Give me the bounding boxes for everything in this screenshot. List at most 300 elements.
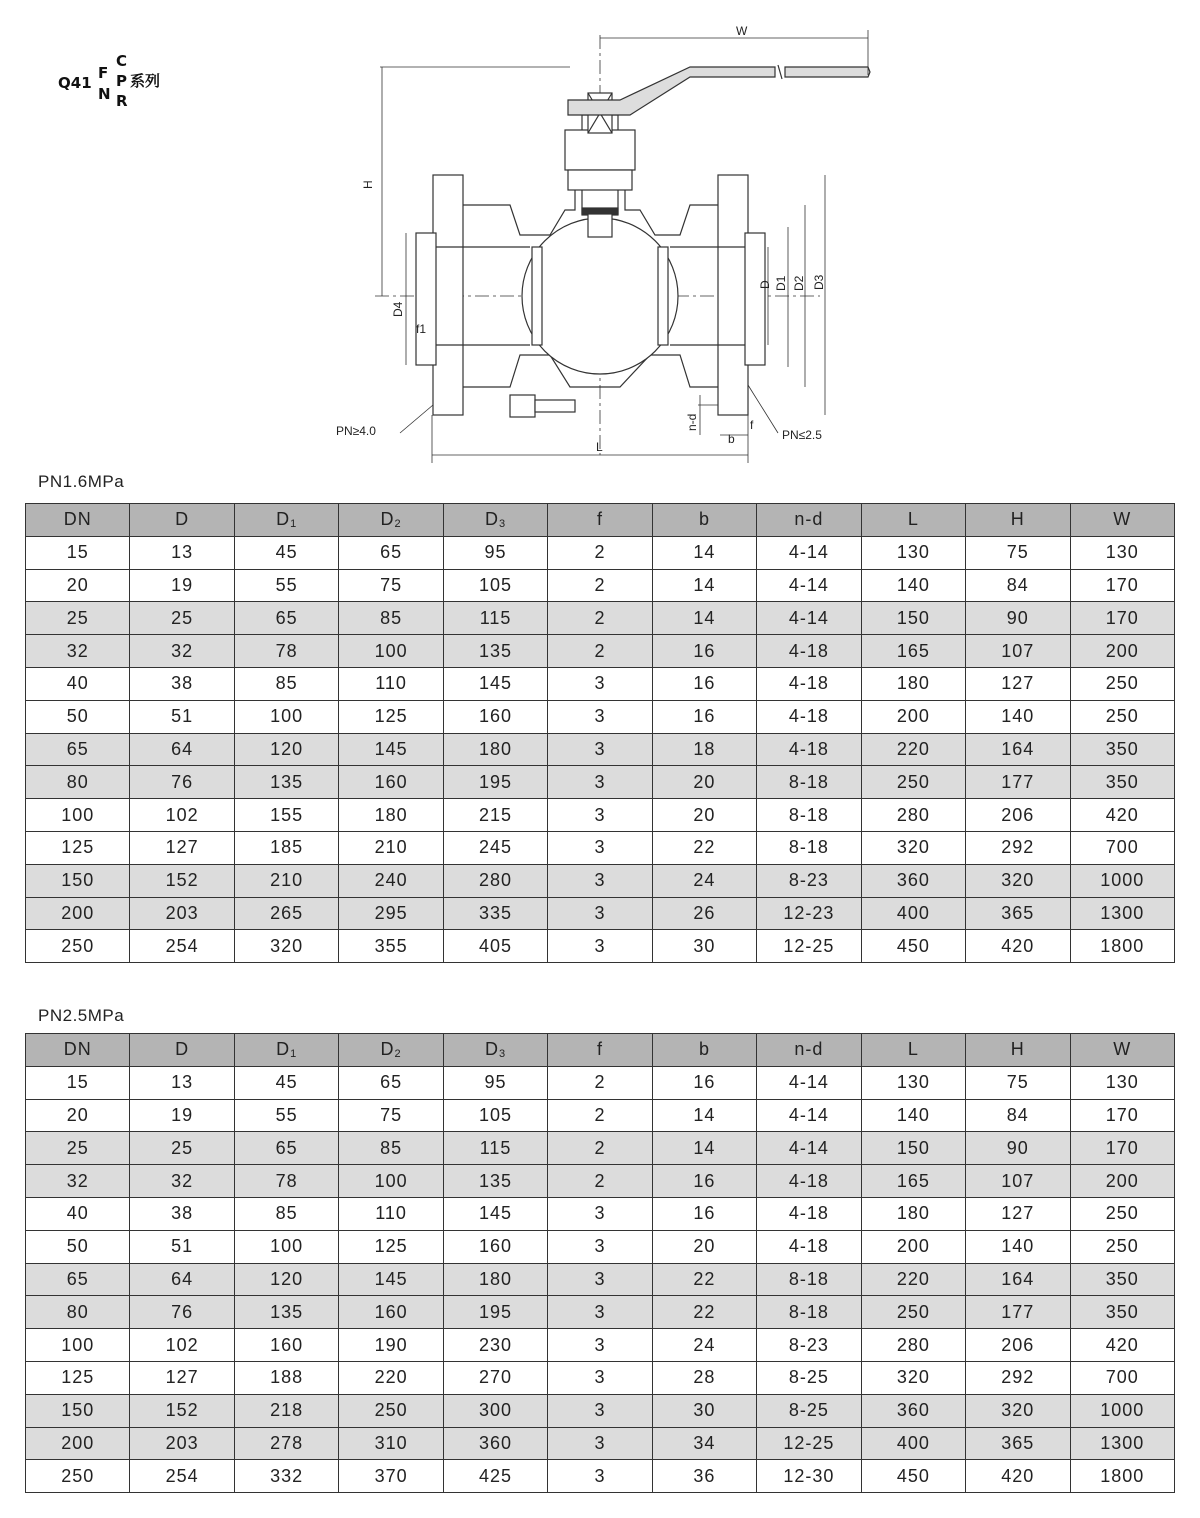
table-cell: 125 — [339, 700, 443, 733]
column-header — [339, 504, 443, 537]
column-header-main: D — [484, 1039, 499, 1060]
table-cell: 40 — [26, 667, 130, 700]
table-cell: 3 — [548, 766, 652, 799]
table-cell: 110 — [339, 667, 443, 700]
table-cell: 25 — [26, 1132, 130, 1165]
table-cell: 75 — [966, 1066, 1070, 1099]
table-cell: 170 — [1070, 1099, 1174, 1132]
table-cell: 65 — [26, 1263, 130, 1296]
label-pn-ge: PN≥4.0 — [336, 424, 376, 438]
table-cell: 125 — [26, 831, 130, 864]
column-header-main: W — [1113, 509, 1132, 530]
table-row — [26, 930, 1175, 963]
table-cell: 16 — [652, 635, 756, 668]
table-cell: 150 — [861, 602, 965, 635]
table-cell: 130 — [861, 1066, 965, 1099]
table-cell: 20 — [652, 1230, 756, 1263]
table-cell: 55 — [234, 569, 338, 602]
table-cell: 254 — [130, 1460, 234, 1493]
table-cell: 140 — [861, 569, 965, 602]
table-cell: 14 — [652, 602, 756, 635]
table-cell: 16 — [652, 1165, 756, 1198]
table-cell: 3 — [548, 667, 652, 700]
table-cell: 4-18 — [757, 1230, 861, 1263]
table-cell: 1300 — [1070, 897, 1174, 930]
table-cell: 278 — [234, 1427, 338, 1460]
table-cell: 32 — [130, 1165, 234, 1198]
table-cell: 16 — [652, 1066, 756, 1099]
table-cell: 115 — [443, 1132, 547, 1165]
table-cell: 4-18 — [757, 733, 861, 766]
table-cell: 24 — [652, 1329, 756, 1362]
table-cell: 4-14 — [757, 1066, 861, 1099]
table-cell: 150 — [861, 1132, 965, 1165]
table-cell: 4-14 — [757, 1099, 861, 1132]
dim-l: L — [596, 440, 603, 454]
table-cell: 51 — [130, 1230, 234, 1263]
table-cell: 200 — [26, 897, 130, 930]
table-cell: 4-18 — [757, 1197, 861, 1230]
column-header — [861, 1034, 965, 1067]
column-header-main: n-d — [794, 1039, 824, 1060]
table-cell: 65 — [234, 1132, 338, 1165]
column-header-main: H — [1010, 509, 1025, 530]
column-header-main: D — [276, 509, 291, 530]
table-cell: 405 — [443, 930, 547, 963]
column-header — [548, 504, 652, 537]
series-opt-mid: P — [116, 72, 127, 90]
table-cell: 8-18 — [757, 831, 861, 864]
table-cell: 100 — [234, 1230, 338, 1263]
table-cell: 203 — [130, 1427, 234, 1460]
table-cell: 2 — [548, 1099, 652, 1132]
table-row — [26, 766, 1175, 799]
table-cell: 26 — [652, 897, 756, 930]
column-header — [757, 504, 861, 537]
table-cell: 700 — [1070, 1361, 1174, 1394]
table-cell: 370 — [339, 1460, 443, 1493]
column-header-main: b — [698, 509, 710, 530]
table-cell: 8-25 — [757, 1394, 861, 1427]
table-cell: 100 — [339, 1165, 443, 1198]
table-cell: 3 — [548, 1329, 652, 1362]
table-row — [26, 799, 1175, 832]
table-cell: 1800 — [1070, 930, 1174, 963]
table-cell: 20 — [652, 799, 756, 832]
table-cell: 220 — [861, 733, 965, 766]
table-cell: 3 — [548, 1197, 652, 1230]
table-row — [26, 1230, 1175, 1263]
table-cell: 3 — [548, 864, 652, 897]
table-cell: 8-18 — [757, 1296, 861, 1329]
table-row — [26, 733, 1175, 766]
table-cell: 85 — [234, 1197, 338, 1230]
table-cell: 150 — [26, 864, 130, 897]
series-opt-top: C — [116, 52, 128, 70]
table-cell: 4-14 — [757, 536, 861, 569]
table-cell: 130 — [1070, 1066, 1174, 1099]
dim-w: W — [736, 24, 748, 38]
column-header-sub: 1 — [290, 518, 298, 531]
table-cell: 200 — [861, 1230, 965, 1263]
table-cell: 130 — [861, 536, 965, 569]
table-cell: 140 — [966, 700, 1070, 733]
column-header — [339, 1034, 443, 1067]
table-cell: 152 — [130, 864, 234, 897]
table-cell: 3 — [548, 930, 652, 963]
column-header-main: W — [1113, 1039, 1132, 1060]
table-cell: 8-18 — [757, 766, 861, 799]
table-cell: 3 — [548, 1460, 652, 1493]
table-cell: 107 — [966, 1165, 1070, 1198]
table-cell: 75 — [339, 569, 443, 602]
table-cell: 350 — [1070, 1296, 1174, 1329]
table-cell: 1000 — [1070, 864, 1174, 897]
table-cell: 40 — [26, 1197, 130, 1230]
table-cell: 220 — [861, 1263, 965, 1296]
table-cell: 195 — [443, 766, 547, 799]
table-cell: 130 — [1070, 536, 1174, 569]
table-cell: 220 — [339, 1361, 443, 1394]
column-header-sub: 3 — [498, 1048, 507, 1061]
table-cell: 4-14 — [757, 602, 861, 635]
table-cell: 16 — [652, 667, 756, 700]
table-row — [26, 1099, 1175, 1132]
table-cell: 4-14 — [757, 1132, 861, 1165]
table-cell: 320 — [966, 1394, 1070, 1427]
table-row — [26, 1296, 1175, 1329]
table-cell: 64 — [130, 733, 234, 766]
column-header-main: D — [175, 509, 190, 530]
table-cell: 120 — [234, 1263, 338, 1296]
column-header — [757, 1034, 861, 1067]
table-cell: 320 — [966, 864, 1070, 897]
table-cell: 8-23 — [757, 864, 861, 897]
table-cell: 145 — [339, 1263, 443, 1296]
table-cell: 206 — [966, 799, 1070, 832]
table-cell: 95 — [443, 1066, 547, 1099]
column-header — [130, 1034, 234, 1067]
table-cell: 32 — [130, 635, 234, 668]
table-cell: 365 — [966, 1427, 1070, 1460]
table-cell: 2 — [548, 1066, 652, 1099]
table-cell: 20 — [652, 766, 756, 799]
table-cell: 335 — [443, 897, 547, 930]
table-cell: 1800 — [1070, 1460, 1174, 1493]
column-header-sub: 1 — [290, 1048, 298, 1061]
table-cell: 84 — [966, 569, 1070, 602]
dim-d1: D1 — [774, 275, 788, 291]
table-cell: 85 — [339, 602, 443, 635]
table-cell: 420 — [1070, 799, 1174, 832]
table-cell: 180 — [443, 733, 547, 766]
table-cell: 450 — [861, 930, 965, 963]
table-cell: 107 — [966, 635, 1070, 668]
table-cell: 25 — [26, 602, 130, 635]
table-cell: 125 — [339, 1230, 443, 1263]
table-cell: 19 — [130, 1099, 234, 1132]
table-row — [26, 536, 1175, 569]
column-header — [861, 504, 965, 537]
table-cell: 127 — [966, 1197, 1070, 1230]
table-row — [26, 1361, 1175, 1394]
table-cell: 3 — [548, 897, 652, 930]
table-cell: 64 — [130, 1263, 234, 1296]
table-cell: 19 — [130, 569, 234, 602]
table-cell: 210 — [339, 831, 443, 864]
table-cell: 210 — [234, 864, 338, 897]
column-header-main: n-d — [794, 509, 824, 530]
table-cell: 3 — [548, 831, 652, 864]
table-cell: 180 — [861, 667, 965, 700]
table-row — [26, 897, 1175, 930]
table-cell: 250 — [1070, 1230, 1174, 1263]
table-cell: 180 — [339, 799, 443, 832]
table-header-row — [26, 1034, 1175, 1067]
dim-d2: D2 — [792, 275, 806, 291]
column-header — [548, 1034, 652, 1067]
table-cell: 700 — [1070, 831, 1174, 864]
table-cell: 360 — [443, 1427, 547, 1460]
table-cell: 365 — [966, 897, 1070, 930]
column-header — [966, 504, 1070, 537]
table-cell: 200 — [26, 1427, 130, 1460]
dim-d3: D3 — [812, 274, 826, 290]
table-cell: 350 — [1070, 1263, 1174, 1296]
table-cell: 420 — [966, 1460, 1070, 1493]
table-cell: 145 — [339, 733, 443, 766]
table-cell: 84 — [966, 1099, 1070, 1132]
table-cell: 135 — [234, 1296, 338, 1329]
table-cell: 12-25 — [757, 930, 861, 963]
section-label-pn25: PN2.5MPa — [38, 1006, 125, 1025]
dim-nd: n-d — [685, 413, 699, 431]
dim-h: H — [361, 180, 375, 189]
column-header-main: H — [1010, 1039, 1025, 1060]
table-row — [26, 1394, 1175, 1427]
table-row — [26, 1132, 1175, 1165]
table-cell: 76 — [130, 766, 234, 799]
table-cell: 280 — [861, 1329, 965, 1362]
column-header — [234, 504, 338, 537]
table-cell: 250 — [1070, 700, 1174, 733]
dim-d4: D4 — [391, 301, 405, 317]
table-cell: 3 — [548, 1296, 652, 1329]
table-cell: 38 — [130, 1197, 234, 1230]
table-cell: 400 — [861, 1427, 965, 1460]
table-cell: 135 — [443, 1165, 547, 1198]
table-cell: 160 — [443, 1230, 547, 1263]
table-cell: 65 — [339, 536, 443, 569]
table-cell: 115 — [443, 602, 547, 635]
series-title — [58, 52, 198, 122]
table-cell: 80 — [26, 1296, 130, 1329]
table-cell: 12-30 — [757, 1460, 861, 1493]
table-cell: 3 — [548, 1230, 652, 1263]
table-cell: 78 — [234, 1165, 338, 1198]
table-cell: 425 — [443, 1460, 547, 1493]
table-cell: 12-25 — [757, 1427, 861, 1460]
table-cell: 8-18 — [757, 1263, 861, 1296]
table-row — [26, 635, 1175, 668]
table-cell: 102 — [130, 1329, 234, 1362]
table-row — [26, 1329, 1175, 1362]
column-header-main: D — [175, 1039, 190, 1060]
section-label-pn16: PN1.6MPa — [38, 472, 125, 491]
column-header — [1070, 504, 1174, 537]
table-cell: 245 — [443, 831, 547, 864]
table-cell: 320 — [234, 930, 338, 963]
table-cell: 95 — [443, 536, 547, 569]
column-header-main: DN — [63, 1039, 92, 1060]
table-cell: 100 — [26, 799, 130, 832]
column-header — [443, 504, 547, 537]
table-row — [26, 1427, 1175, 1460]
table-cell: 420 — [966, 930, 1070, 963]
column-header — [1070, 1034, 1174, 1067]
column-header-main: L — [907, 509, 919, 530]
table-cell: 8-23 — [757, 1329, 861, 1362]
column-header-main: D — [276, 1039, 291, 1060]
table-cell: 100 — [234, 700, 338, 733]
table-cell: 51 — [130, 700, 234, 733]
table-cell: 13 — [130, 1066, 234, 1099]
table-cell: 85 — [339, 1132, 443, 1165]
column-header-main: f — [596, 509, 603, 530]
table-cell: 20 — [26, 1099, 130, 1132]
table-cell: 13 — [130, 536, 234, 569]
column-header — [966, 1034, 1070, 1067]
table-cell: 200 — [1070, 635, 1174, 668]
valve-drawing — [320, 15, 880, 465]
table-cell: 38 — [130, 667, 234, 700]
spec-table-pn16 — [25, 503, 1175, 963]
table-cell: 30 — [652, 930, 756, 963]
table-cell: 320 — [861, 831, 965, 864]
column-header — [26, 1034, 130, 1067]
table-cell: 195 — [443, 1296, 547, 1329]
table-cell: 90 — [966, 1132, 1070, 1165]
table-cell: 78 — [234, 635, 338, 668]
table-row — [26, 1197, 1175, 1230]
table-cell: 250 — [1070, 667, 1174, 700]
table-cell: 30 — [652, 1394, 756, 1427]
dim-f: f — [750, 418, 754, 432]
table-cell: 150 — [26, 1394, 130, 1427]
table-row — [26, 1165, 1175, 1198]
table-cell: 295 — [339, 897, 443, 930]
table-cell: 250 — [861, 766, 965, 799]
table-cell: 3 — [548, 1394, 652, 1427]
table-row — [26, 569, 1175, 602]
spec-table-pn25 — [25, 1033, 1175, 1493]
table-cell: 350 — [1070, 766, 1174, 799]
table-cell: 3 — [548, 1361, 652, 1394]
table-row — [26, 1066, 1175, 1099]
table-cell: 450 — [861, 1460, 965, 1493]
table-cell: 152 — [130, 1394, 234, 1427]
column-header — [443, 1034, 547, 1067]
dim-f1: f1 — [416, 322, 427, 336]
column-header-main: L — [907, 1039, 919, 1060]
table-cell: 24 — [652, 864, 756, 897]
table-cell: 85 — [234, 667, 338, 700]
table-cell: 34 — [652, 1427, 756, 1460]
table-cell: 2 — [548, 536, 652, 569]
table-cell: 25 — [130, 602, 234, 635]
table-cell: 3 — [548, 700, 652, 733]
column-header — [130, 504, 234, 537]
table-cell: 350 — [1070, 733, 1174, 766]
table-cell: 177 — [966, 1296, 1070, 1329]
table-cell: 250 — [1070, 1197, 1174, 1230]
table-cell: 188 — [234, 1361, 338, 1394]
table-cell: 105 — [443, 569, 547, 602]
dim-b: b — [728, 432, 735, 446]
table-cell: 265 — [234, 897, 338, 930]
table-cell: 135 — [234, 766, 338, 799]
table-cell: 127 — [130, 1361, 234, 1394]
table-cell: 155 — [234, 799, 338, 832]
label-pn-le: PN≤2.5 — [782, 428, 822, 442]
table-cell: 292 — [966, 831, 1070, 864]
table-cell: 240 — [339, 864, 443, 897]
table-cell: 170 — [1070, 569, 1174, 602]
table-cell: 75 — [966, 536, 1070, 569]
series-mid-lower: N — [98, 85, 111, 103]
column-header-sub: 2 — [394, 518, 402, 531]
table-cell: 22 — [652, 831, 756, 864]
column-header-sub: 2 — [394, 1048, 402, 1061]
table-cell: 292 — [966, 1361, 1070, 1394]
table-cell: 165 — [861, 1165, 965, 1198]
table-cell: 218 — [234, 1394, 338, 1427]
table-cell: 102 — [130, 799, 234, 832]
table-cell: 36 — [652, 1460, 756, 1493]
table-cell: 270 — [443, 1361, 547, 1394]
table-header-row — [26, 504, 1175, 537]
table-cell: 200 — [861, 700, 965, 733]
table-cell: 32 — [26, 1165, 130, 1198]
table-cell: 170 — [1070, 602, 1174, 635]
column-header — [234, 1034, 338, 1067]
table-cell: 16 — [652, 700, 756, 733]
table-cell: 3 — [548, 799, 652, 832]
table-cell: 14 — [652, 536, 756, 569]
table-cell: 4-18 — [757, 667, 861, 700]
column-header-main: DN — [63, 509, 92, 530]
table-cell: 140 — [966, 1230, 1070, 1263]
table-cell: 1000 — [1070, 1394, 1174, 1427]
table-cell: 14 — [652, 1099, 756, 1132]
table-cell: 2 — [548, 1165, 652, 1198]
table-cell: 185 — [234, 831, 338, 864]
table-cell: 14 — [652, 569, 756, 602]
table-cell: 14 — [652, 1132, 756, 1165]
table-cell: 180 — [443, 1263, 547, 1296]
table-cell: 3 — [548, 1263, 652, 1296]
table-cell: 75 — [339, 1099, 443, 1132]
table-cell: 18 — [652, 733, 756, 766]
table-cell: 280 — [861, 799, 965, 832]
table-cell: 170 — [1070, 1132, 1174, 1165]
table-cell: 332 — [234, 1460, 338, 1493]
table-cell: 254 — [130, 930, 234, 963]
series-suffix: 系列 — [130, 72, 161, 90]
table-cell: 355 — [339, 930, 443, 963]
column-header-main: f — [596, 1039, 603, 1060]
series-prefix: Q41 — [58, 74, 92, 92]
